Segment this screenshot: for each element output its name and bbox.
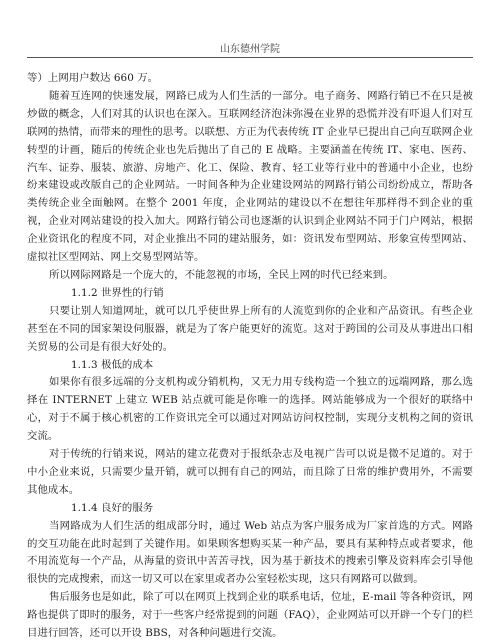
running-header: 山东德州学院 — [220, 44, 280, 55]
section-heading: 1.1.3 极低的成本 — [71, 358, 154, 371]
body-text — [27, 70, 473, 643]
paragraph: 只要让别人知道网址，就可以几乎使世界上所有的人流览到你的企业和产品资讯。有些企业甚至在不同的国家架设伺服器，就是为了客户能更好的流览。这对于跨国的公司及从事进出口相关贸易的公司是有很大好处的。 — [27, 304, 473, 353]
paragraph: 如果你有很多远端的分支机构或分销机构，又无力用专线构造一个独立的远端网路，那么选择在 INTERNET 上建立 WEB 站点就可能是你唯一的选择。网站能够成为一个很好的联络中心，对于不属于核心机密的工作资讯完全可以通过对网站访问权控制，实现分支机构之间的资讯交流。 — [27, 376, 473, 443]
paragraph: 所以网际网路是一个庞大的，不能忽视的市场，全民上网的时代已经来到。 — [49, 268, 394, 281]
paragraph: 售后服务也是如此，除了可以在网页上找到企业的联系电话，位址，E-mail 等各种资讯，网路也提供了即时的服务，对于一些客户经常提到的问题（FAQ），企业网站可以开辟一个专门的栏目进行回答，还可以开设 BBS，对各种问题进行交流。 — [27, 591, 473, 640]
section-heading: 1.1.2 世界性的行销 — [71, 286, 164, 299]
section-heading: 1.1.4 良好的服务 — [71, 501, 154, 514]
header-rule — [27, 57, 473, 58]
paragraph: 随着互连网的快速发展，网路已成为人们生活的一部分。电子商务、网路行销已不在只是被炒做的概念，人们对其的认识也在深入。互联网经济泡沫弥漫在业界的恐慌并没有吓退人们对互联网的热情，而带来的理性的思考。以联想、方正为代表传统 IT 企业早已提出自己向互联网企业转型的计画，随后的传统企业也先后抛出了自己的 E 战略。主要涵盖在传统 IT、家电、医药、汽车、证券、服装、旅游、房地产、化工、保险、教育、轻工业等行业中的普通中小企业，也纷纷来建设或改版自己的企业网站。一时间各种为企业建设网站的网路行销公司纷纷成立，帮助各类传统企业全面触网。在整个 2001 年度，企业网站的建设以不在想往年那样得不到企业的重视，企业对网站建设的投入加大。网路行销公司也逐渐的认识到企业网站不同于门户网站，根据企业资讯化的程度不同，对企业推出不同的建站服务，如：资讯发布型网站、形象宣传型网站、虚拟社区型网站、网上交易型网站等。 — [27, 89, 473, 264]
paragraph: 对于传统的行销来说，网站的建立花费对于报纸杂志及电视广告可以说是微不足道的。对于中小企业来说，只需要少量开销，就可以拥有自己的网站，而且除了日常的维护费用外，不需要其他成本。 — [27, 448, 473, 496]
paragraph: 等）上网用户数达 660 万。 — [27, 72, 159, 84]
paragraph: 当网路成为人们生活的组成部分时，通过 Web 站点为客户服务成为厂家首选的方式。网路的交互功能在此时起到了关键作用。如果顾客想购买某一种产品，要具有某种特点或者要求，他不用流览每一个产品，从海量的资讯中苦苦寻找，因为基于新技术的搜索引擎及资料库会引导他很快的完成搜索，而这一切又可以在家里或者办公室轻松实现，这只有网路可以做到。 — [27, 519, 473, 586]
